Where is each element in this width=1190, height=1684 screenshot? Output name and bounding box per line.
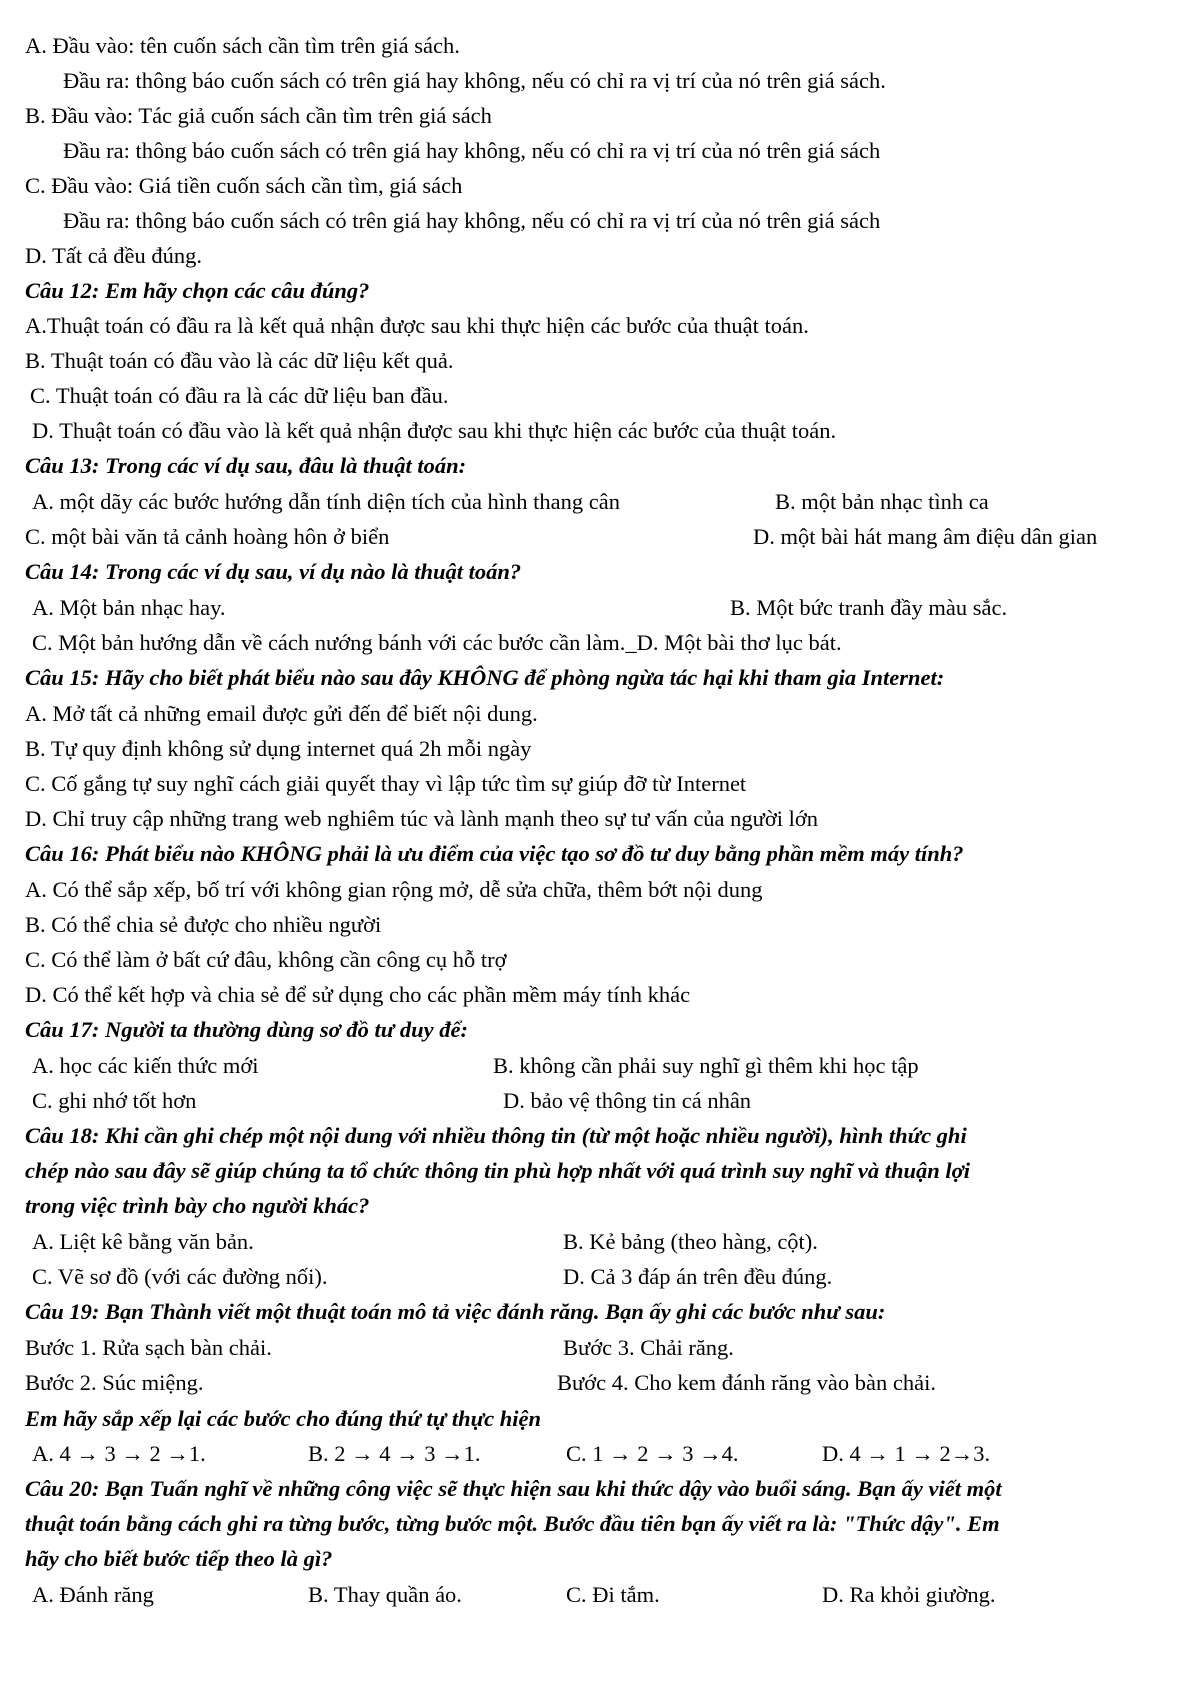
q20-question-line-1: Câu 20: Bạn Tuấn nghĩ về những công việc sẽ thực hiện sau khi thức dậy vào buổi sáng. Bạn ấy viết một (25, 1476, 1002, 1501)
q18-question-line-3: trong việc trình bày cho người khác? (25, 1193, 370, 1218)
q14-question: Câu 14: Trong các ví dụ sau, ví dụ nào là thuật toán? (25, 559, 522, 584)
q18-option-a: A. Liệt kê bằng văn bản. (32, 1229, 254, 1254)
q13-option-b: B. một bản nhạc tình ca (775, 489, 989, 514)
q14-option-c-d: C. Một bản hướng dẫn về cách nướng bánh với các bước cần làm._D. Một bài thơ lục bát. (32, 630, 842, 655)
q16-option-a: A. Có thể sắp xếp, bố trí với không gian rộng mở, dễ sửa chữa, thêm bớt nội dung (25, 877, 763, 902)
q13-option-c: C. một bài văn tả cảnh hoàng hôn ở biển (25, 524, 390, 549)
q19-step-2: Bước 2. Súc miệng. (25, 1370, 204, 1395)
q16-option-b: B. Có thể chia sẻ được cho nhiều người (25, 912, 382, 937)
q17-option-b: B. không cần phải suy nghĩ gì thêm khi học tập (493, 1053, 919, 1078)
q18-question-line-2: chép nào sau đây sẽ giúp chúng ta tổ chức thông tin phù hợp nhất với quá trình suy nghĩ và thuận lợi (25, 1158, 970, 1183)
q18-question-line-1: Câu 18: Khi cần ghi chép một nội dung với nhiều thông tin (từ một hoặc nhiều người), hình thức ghi (25, 1123, 967, 1148)
q18-option-d: D. Cả 3 đáp án trên đều đúng. (563, 1264, 833, 1289)
q19-option-a: A. 4 → 3 → 2 →1. (32, 1441, 206, 1466)
q12-option-c: C. Thuật toán có đầu ra là các dữ liệu ban đầu. (30, 383, 449, 408)
q17-option-c: C. ghi nhớ tốt hơn (32, 1088, 197, 1113)
q11-option-b-input: B. Đầu vào: Tác giả cuốn sách cần tìm trên giá sách (25, 103, 492, 128)
q19-step-4: Bước 4. Cho kem đánh răng vào bàn chải. (557, 1370, 936, 1395)
q18-option-c: C. Vẽ sơ đồ (với các đường nối). (32, 1264, 328, 1289)
q15-question: Câu 15: Hãy cho biết phát biểu nào sau đây KHÔNG để phòng ngừa tác hại khi tham gia Internet: (25, 665, 945, 690)
q11-option-a-input: A. Đầu vào: tên cuốn sách cần tìm trên giá sách. (25, 33, 460, 58)
q11-option-c-input: C. Đầu vào: Giá tiền cuốn sách cần tìm, giá sách (25, 173, 463, 198)
q11-option-c-output: Đầu ra: thông báo cuốn sách có trên giá hay không, nếu có chỉ ra vị trí của nó trên giá sách (63, 208, 881, 233)
q12-option-a: A.Thuật toán có đầu ra là kết quả nhận được sau khi thực hiện các bước của thuật toán. (25, 313, 809, 338)
q14-option-a: A. Một bản nhạc hay. (32, 595, 226, 620)
q13-option-a: A. một dãy các bước hướng dẫn tính diện tích của hình thang cân (32, 489, 621, 514)
q19-option-d: D. 4 → 1 → 2→3. (822, 1441, 991, 1466)
q15-option-c: C. Cố gắng tự suy nghĩ cách giải quyết thay vì lập tức tìm sự giúp đỡ từ Internet (25, 771, 747, 796)
q19-option-c: C. 1 → 2 → 3 →4. (566, 1441, 739, 1466)
q12-option-b: B. Thuật toán có đầu vào là các dữ liệu kết quả. (25, 348, 454, 373)
q12-question: Câu 12: Em hãy chọn các câu đúng? (25, 278, 370, 303)
q17-question: Câu 17: Người ta thường dùng sơ đồ tư duy để: (25, 1017, 468, 1042)
q17-option-d: D. bảo vệ thông tin cá nhân (503, 1088, 752, 1113)
q16-option-c: C. Có thể làm ở bất cứ đâu, không cần công cụ hỗ trợ (25, 947, 507, 972)
q16-question: Câu 16: Phát biểu nào KHÔNG phải là ưu điểm của việc tạo sơ đồ tư duy bằng phần mềm máy tính? (25, 841, 964, 866)
q19-step-1: Bước 1. Rửa sạch bàn chải. (25, 1335, 272, 1360)
q20-option-a: A. Đánh răng (32, 1582, 154, 1607)
q12-option-d: D. Thuật toán có đầu vào là kết quả nhận được sau khi thực hiện các bước của thuật toán. (32, 418, 837, 443)
q17-option-a: A. học các kiến thức mới (32, 1053, 259, 1078)
q13-question: Câu 13: Trong các ví dụ sau, đâu là thuật toán: (25, 453, 467, 478)
q19-step-3: Bước 3. Chải răng. (563, 1335, 734, 1360)
q18-option-b: B. Kẻ bảng (theo hàng, cột). (563, 1229, 818, 1254)
q20-question-line-3: hãy cho biết bước tiếp theo là gì? (25, 1546, 333, 1571)
q20-option-d: D. Ra khỏi giường. (822, 1582, 996, 1607)
q19-prompt: Em hãy sắp xếp lại các bước cho đúng thứ tự thực hiện (25, 1406, 542, 1431)
q11-option-a-output: Đầu ra: thông báo cuốn sách có trên giá hay không, nếu có chỉ ra vị trí của nó trên giá sách. (63, 68, 886, 93)
q15-option-a: A. Mở tất cả những email được gửi đến để biết nội dung. (25, 701, 538, 726)
q14-option-b: B. Một bức tranh đầy màu sắc. (730, 595, 1008, 620)
q11-option-d: D. Tất cả đều đúng. (25, 243, 203, 268)
q16-option-d: D. Có thể kết hợp và chia sẻ để sử dụng cho các phần mềm máy tính khác (25, 982, 691, 1007)
q19-question: Câu 19: Bạn Thành viết một thuật toán mô tả việc đánh răng. Bạn ấy ghi các bước như sau: (25, 1299, 886, 1324)
q15-option-d: D. Chỉ truy cập những trang web nghiêm túc và lành mạnh theo sự tư vấn của người lớn (25, 806, 819, 831)
q19-option-b: B. 2 → 4 → 3 →1. (308, 1441, 481, 1466)
q20-question-line-2: thuật toán bằng cách ghi ra từng bước, từng bước một. Bước đầu tiên bạn ấy viết ra là: "Thức dậy". Em (25, 1511, 1000, 1536)
q13-option-d: D. một bài hát mang âm điệu dân gian (753, 524, 1098, 549)
q20-option-b: B. Thay quần áo. (308, 1582, 462, 1607)
q20-option-c: C. Đi tắm. (566, 1582, 660, 1607)
q15-option-b: B. Tự quy định không sử dụng internet quá 2h mỗi ngày (25, 736, 532, 761)
q11-option-b-output: Đầu ra: thông báo cuốn sách có trên giá hay không, nếu có chỉ ra vị trí của nó trên giá sách (63, 138, 881, 163)
